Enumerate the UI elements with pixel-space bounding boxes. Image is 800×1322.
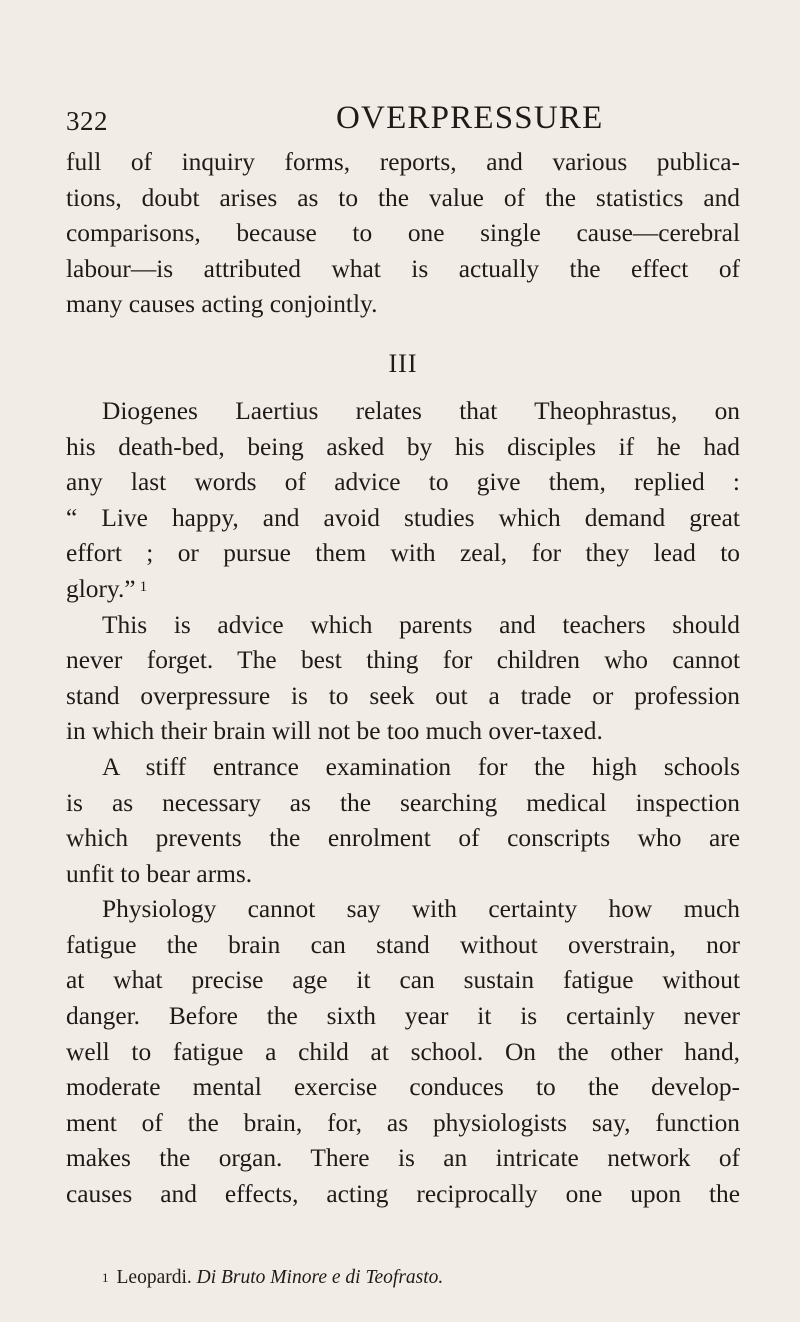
- section-heading: III: [388, 348, 418, 378]
- text-line: This is advice which parents and teachers should: [102, 610, 740, 639]
- text-line: causes and effects, acting reciprocally one upon the: [66, 1180, 740, 1209]
- text-line: ment of the brain, for, as physiologists say, function: [66, 1108, 740, 1137]
- text-line: his death-bed, being asked by his disciples if he had: [66, 432, 740, 461]
- text-line: any last words of advice to give them, replied :: [66, 468, 740, 497]
- paragraph: [66, 750, 740, 892]
- text-line: effort ; or pursue them with zeal, for they lead to: [66, 539, 740, 568]
- text-line: comparisons, because to one single cause—cerebral: [66, 219, 740, 248]
- text-line: unfit to bear arms.: [66, 859, 253, 888]
- paragraph: [66, 608, 740, 750]
- text-line: which prevents the enrolment of conscripts who are: [66, 824, 740, 853]
- text-line: tions, doubt arises as to the value of the statistics and: [66, 183, 740, 212]
- footnote-title: Di Bruto Minore e di Teofrasto.: [196, 1267, 444, 1288]
- text-line: Physiology cannot say with certainty how much: [102, 895, 740, 924]
- text-line: at what precise age it can sustain fatigue without: [66, 966, 740, 995]
- paragraph: [66, 145, 740, 323]
- text-line: A stiff entrance examination for the high schools: [102, 752, 740, 781]
- text-line: makes the organ. There is an intricate network of: [66, 1144, 740, 1173]
- footnote-mark: 1: [102, 1270, 109, 1285]
- footnote-reference: 1: [139, 578, 148, 595]
- running-head: OVERPRESSURE: [336, 100, 604, 136]
- page-number: 322: [66, 106, 108, 136]
- text-line: stand overpressure is to seek out a trade or profession: [66, 681, 740, 710]
- text-line: is as necessary as the searching medical inspection: [66, 788, 740, 817]
- text-line: “ Live happy, and avoid studies which demand great: [66, 503, 740, 532]
- text-line: Diogenes Laertius relates that Theophrastus, on: [102, 396, 740, 425]
- text-line: many causes acting conjointly.: [66, 290, 378, 319]
- paragraph: [66, 394, 740, 608]
- footnote: [102, 1266, 443, 1290]
- text-line: full of inquiry forms, reports, and various publica-: [66, 148, 740, 176]
- text-line: [66, 572, 740, 608]
- text-line: danger. Before the sixth year it is certainly never: [66, 1002, 740, 1031]
- paragraph: [66, 892, 740, 1212]
- text-line: well to fatigue a child at school. On the other hand,: [66, 1037, 740, 1066]
- footnote-author: Leopardi.: [116, 1267, 192, 1288]
- text-line: never forget. The best thing for children who cannot: [66, 646, 740, 675]
- text-fragment: glory.”: [66, 574, 136, 603]
- text-line: moderate mental exercise conduces to the develop-: [66, 1073, 740, 1102]
- page-header: [0, 100, 800, 140]
- text-line: fatigue the brain can stand without overstrain, nor: [66, 930, 740, 959]
- text-line: in which their brain will not be too much over-taxed.: [66, 717, 603, 746]
- text-line: labour—is attributed what is actually the effect of: [66, 254, 740, 283]
- page-body: [66, 145, 740, 1213]
